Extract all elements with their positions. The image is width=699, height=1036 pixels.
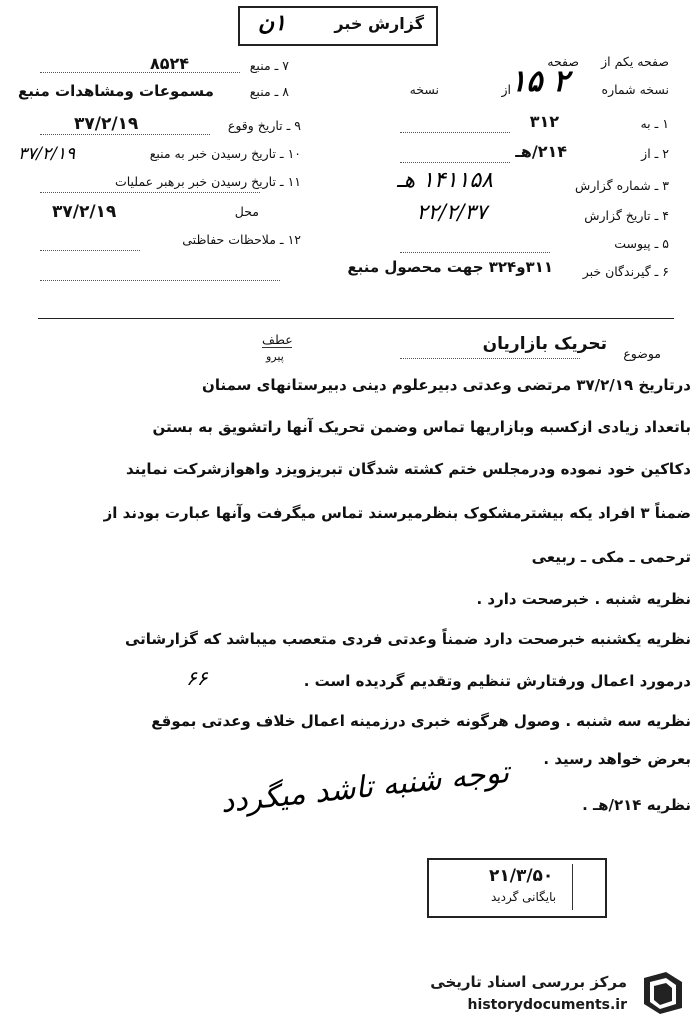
body-line-5: ترحمی ـ مکی ـ ربیعی [531,548,691,566]
body-line-6: نظریه شنبه . خبرصحت دارد . [476,590,691,608]
reference-piro: پیرو [266,350,284,363]
archive-stamp-divider [572,864,599,910]
item6-label: ۶ ـ گیرندگان خبر [582,264,669,279]
handwritten-mark: ۶۶ [186,666,208,690]
reference-divider [262,347,292,348]
item6-value: ۳۱۱و۳۲۴ جهت محصول منبع [347,258,553,276]
body-line-2: باتعداد زیادی ازکسبه وبازاریها تماس وضمن تحریک آنها راتشویق به بستن [152,418,691,436]
item10-label: ۱۰ ـ تاریخ رسیدن خبر به منبع [149,146,301,161]
reference-atf: عطف [262,332,293,347]
copy-number-handwritten: ۲ ۱۵ [510,64,569,99]
body-line-9: نظریه سه شنبه . وصول هرگونه خبری درزمینه اعمال خلاف وعدتی بموقع [151,712,691,730]
item1-label: ۱ ـ به [640,116,669,131]
item9-value: ۳۷/۲/۱۹ [74,114,139,134]
page-value: صفحه [547,54,579,69]
watermark-url: historydocuments.ir [467,997,627,1013]
place-value: ۳۷/۲/۱۹ [52,202,117,222]
item4-value: ۲۲/۲/۳۷ [416,200,487,224]
item1-value: ۳۱۲ [529,112,559,131]
body-line-11: نظریه ۲۱۴/هـ . [582,796,691,814]
copy-suffix: نسخه [409,82,439,97]
report-title: گزارش خبر [334,14,424,33]
item2-value: ۲۱۴/هـ [515,142,567,161]
page-label: صفحه یکم از [601,54,669,69]
item5-dotted-line [400,252,550,253]
item2-label: ۲ ـ از [641,146,669,161]
item12-dotted-line [40,250,140,251]
watermark-center-name: مرکز بررسی اسناد تاریخی [430,973,627,991]
item1-dotted-line [400,132,510,133]
item5-label: ۵ ـ پیوست [614,236,669,251]
copy-of-label: از [501,82,511,97]
subject-label: موضوع [623,346,661,361]
place-label: محل [234,204,259,219]
report-title-stamp [238,6,438,46]
body-line-3: دکاکین خود نموده ودرمجلس ختم کشته شدگان تبریزویزد واهوازشرکت نمایند [125,460,691,478]
subject-value: تحریک بازاریان [482,334,607,354]
item8-value: مسموعات ومشاهدات منبع [18,82,214,100]
body-line-8: درمورد اعمال ورفتارش تنظیم وتقدیم گردیده است . [303,672,691,690]
item12-label: ۱۲ ـ ملاحظات حفاظتی [182,232,301,247]
archive-stamp [427,858,607,918]
item7-value: ۸۵۲۴ [150,54,190,73]
handwritten-stamp-mark: ۱ن [258,10,286,36]
body-line-10: بعرض خواهد رسید . [543,750,691,768]
archive-stamp-text: بایگانی گردید [491,890,557,904]
item10-value: ۳۷/۲/۱۹ [18,144,76,164]
item11-label: ۱۱ ـ تاریخ رسیدن خبر برهبر عملیات [114,174,301,189]
item3-value: ۱۴۱۱۵۸ هـ [397,168,493,193]
subject-underline [400,358,580,359]
body-line-1: درتاریخ ۳۷/۲/۱۹ مرتضی وعدتی دبیرعلوم دینی دبیرستانهای سمنان [202,376,691,394]
item4-label: ۴ ـ تاریخ گزارش [584,208,669,223]
item3-label: ۳ ـ شماره گزارش [574,178,669,193]
archive-logo-icon [640,968,686,1016]
archive-stamp-date: ۲۱/۳/۵۰ [489,866,554,886]
header-divider [38,318,674,319]
item8-label: ۸ ـ منبع [249,84,289,99]
item11-dotted-line [40,192,260,193]
copy-number-label: نسخه شماره [601,82,669,97]
item2-dotted-line [400,162,510,163]
handwritten-note: توجه شنبه تاشد میگردد [218,754,511,821]
item7-dotted-line [40,72,240,73]
item6-dotted-line [40,280,280,281]
item9-label: ۹ ـ تاریخ وقوع [227,118,301,133]
body-line-4: ضمناً ۳ افراد یکه بیشترمشکوک بنظرمیرسند تماس میگرفت وآنها عبارت بودند از [103,504,691,522]
item7-label: ۷ ـ منبع [249,58,289,73]
item9-dotted-line [40,134,210,135]
body-line-7: نظریه یکشنبه خبرصحت دارد ضمناً وعدتی فردی متعصب میباشد که گزارشاتی [124,630,691,648]
